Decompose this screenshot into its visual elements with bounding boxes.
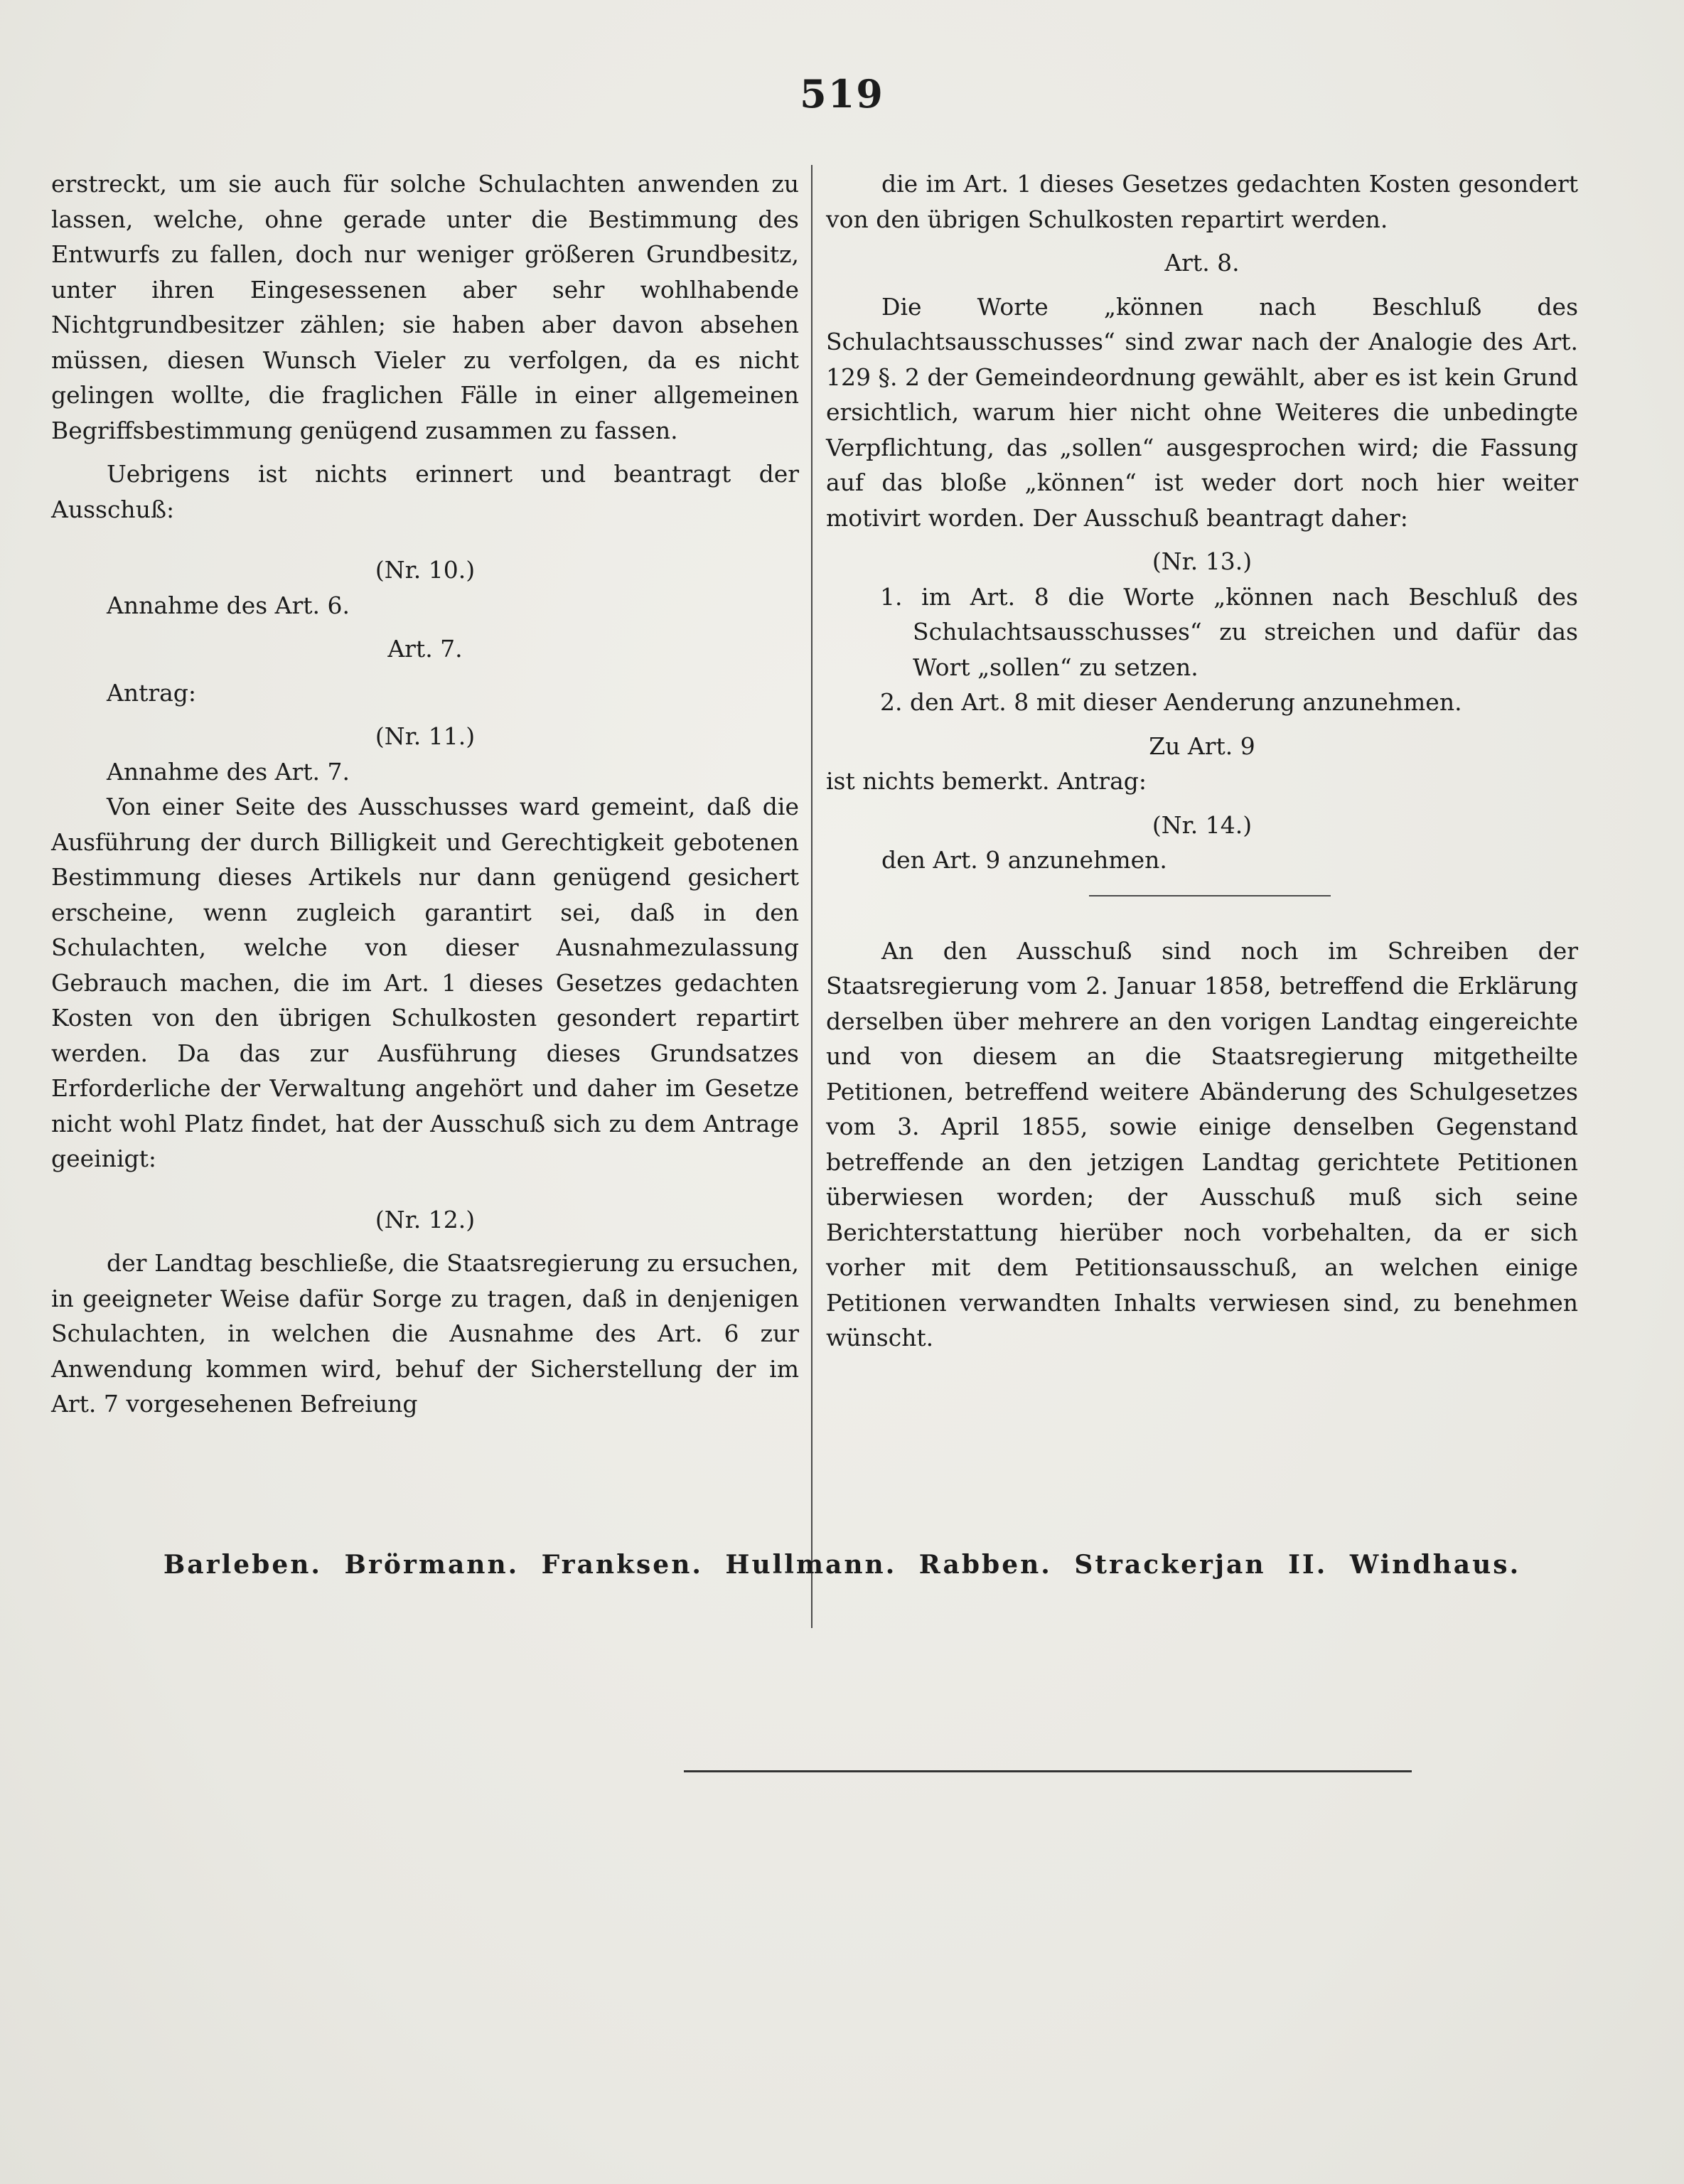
article-heading: Art. 8. bbox=[1164, 249, 1240, 277]
paragraph: erstreckt, um sie auch für solche Schulachten anwenden zu lassen, welche, ohne gerade unter die Bestimmung des Entwurfs zu fallen, doch nur weniger größeren Grundbesitz, unter ihren Eingesessenen aber sehr wohlhabende Nichtgrundbesitzer zählen; sie haben aber davon absehen müssen, diesen Wunsch Vieler zu verfolgen, da es nicht gelingen wollte, die fraglichen Fälle in einer allgemeinen Begriffsbestimmung genügend zusammen zu fassen. bbox=[51, 170, 799, 444]
paragraph: der Landtag beschließe, die Staatsregierung zu ersuchen, in geeigneter Weise dafür Sorge zu tragen, daß in denjenigen Schulachten, in welchen die Ausnahme des Art. 6 zur Anwendung kommen wird, behuf der Sicherstellung der im Art. 7 vorgesehenen Befreiung bbox=[51, 1249, 799, 1418]
right-column bbox=[826, 158, 1578, 1356]
article-heading: Zu Art. 9 bbox=[1149, 732, 1255, 760]
paragraph: ist nichts bemerkt. Antrag: bbox=[826, 767, 1147, 795]
paragraph: Uebrigens ist nichts erinnert und beantragt der Ausschuß: bbox=[51, 460, 799, 523]
signatures: Barleben. Brörmann. Franksen. Hullmann. Rabben. Strackerjan II. Windhaus. bbox=[163, 1550, 1521, 1580]
numbered-item: 2. den Art. 8 mit dieser Aenderung anzunehmen. bbox=[880, 688, 1462, 716]
section-rule bbox=[1089, 895, 1331, 896]
paragraph: die im Art. 1 dieses Gesetzes gedachten Kosten gesondert von den übrigen Schulkosten repartirt werden. bbox=[826, 170, 1578, 233]
proposal-number: (Nr. 13.) bbox=[1152, 547, 1253, 575]
article-heading: Art. 7. bbox=[387, 635, 463, 663]
bottom-rule bbox=[684, 1770, 1412, 1772]
paragraph: Die Worte „können nach Beschluß des Schulachtsausschusses“ sind zwar nach der Analogie des Art. 129 §. 2 der Gemeindeordnung gewählt, aber es ist kein Grund ersichtlich, warum hier nicht ohne Weiteres die unbedingte Verpflichtung, das „sollen“ ausgesprochen wird; die Fassung auf das bloße „können“ ist weder dort noch hier weiter motivirt worden. Der Ausschuß beantragt daher: bbox=[826, 292, 1578, 532]
paragraph: Annahme des Art. 7. bbox=[107, 757, 350, 786]
paragraph: Von einer Seite des Ausschusses ward gemeint, daß die Ausführung der durch Billigkeit und Gerechtigkeit gebotenen Bestimmung dieses Artikels nur dann genügend gesichert erscheine, wenn zugleich garantirt sei, daß in den Schulachten, welche von dieser Ausnahmezulassung Gebrauch machen, die im Art. 1 dieses Gesetzes gedachten Kosten von den übrigen Schulkosten gesondert repartirt werden. Da das zur Ausführung dieses Grundsatzes Erforderliche der Verwaltung angehört und daher im Gesetze nicht wohl Platz findet, hat der Ausschuß sich zu dem Antrage geeinigt: bbox=[51, 793, 799, 1172]
page-number: 519 bbox=[800, 71, 884, 117]
paragraph: Antrag: bbox=[107, 678, 197, 707]
proposal-number: (Nr. 10.) bbox=[375, 556, 476, 584]
paragraph: Annahme des Art. 6. bbox=[107, 591, 350, 619]
paragraph: An den Ausschuß sind noch im Schreiben der Staatsregierung vom 2. Januar 1858, betreffend die Erklärung derselben über mehrere an den vorigen Landtag eingereichte und von diesem an die Staatsregierung mitgetheilte Petitionen, betreffend weitere Abänderung des Schulgesetzes vom 3. April 1855, sowie einige denselben Gegenstand betreffende an den jetzigen Landtag gerichtete Petitionen überwiesen worden; der Ausschuß muß sich seine Berichterstattung hierüber noch vorbehalten, da er sich vorher mit dem Petitionsausschuß, an welchen einige Petitionen verwandten Inhalts verwiesen sind, zu benehmen wünscht. bbox=[826, 936, 1578, 1351]
proposal-number: (Nr. 14.) bbox=[1152, 810, 1253, 839]
proposal-number: (Nr. 11.) bbox=[375, 722, 476, 750]
column-divider bbox=[811, 165, 812, 1628]
paragraph: den Art. 9 anzunehmen. bbox=[881, 846, 1167, 874]
numbered-item: 1. im Art. 8 die Worte „können nach Beschluß des Schulachtsausschusses“ zu streichen und dafür das Wort „sollen“ zu setzen. bbox=[880, 582, 1578, 681]
left-column bbox=[51, 158, 799, 1422]
proposal-number: (Nr. 12.) bbox=[375, 1205, 476, 1233]
